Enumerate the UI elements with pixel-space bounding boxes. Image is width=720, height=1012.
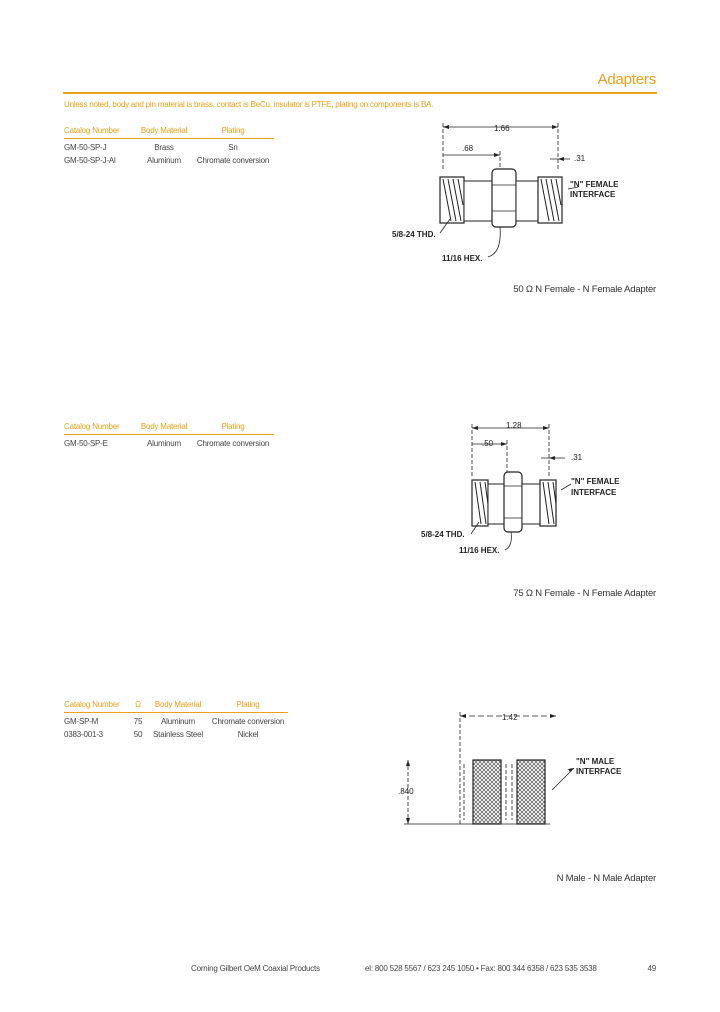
dim-left-label: .68 [462, 144, 474, 153]
col-catalog-number: Catalog Number [64, 422, 136, 435]
catalog-number: 0383-001-3 [64, 730, 103, 739]
col-plating: Plating [192, 126, 274, 139]
table-row [64, 713, 288, 727]
spec-table-2 [64, 422, 274, 448]
body-material: Aluminum [161, 717, 195, 726]
thread-label: 5/8-24 THD. [421, 530, 465, 539]
body-material: Aluminum [147, 439, 181, 448]
interface-label-2: INTERFACE [571, 488, 617, 497]
col-body-material: Body Material [148, 700, 208, 713]
dim-right-label: .31 [574, 154, 586, 163]
impedance: 75 [133, 717, 143, 726]
body-material: Aluminum [147, 156, 181, 165]
dim-left-label: .50 [482, 439, 494, 448]
catalog-number: GM-SP-M [64, 717, 99, 726]
header-rule [63, 92, 657, 94]
dim-total-label: 1.66 [494, 124, 510, 133]
interface-label-1: "N" FEMALE [570, 180, 619, 189]
dim-total-label: 1.42 [502, 713, 518, 722]
table-header-row [64, 422, 274, 435]
col-impedance: Ω [128, 700, 148, 713]
table-row [64, 139, 274, 153]
spec-table-1 [64, 126, 274, 165]
col-plating: Plating [192, 422, 274, 435]
table-row [64, 152, 274, 165]
interface-label-1: "N" MALE [576, 757, 615, 766]
plating: Chromate conversion [196, 156, 270, 165]
body-material: Brass [154, 143, 174, 152]
interface-label-2: INTERFACE [576, 767, 622, 776]
body-material: Stainless Steel [153, 730, 203, 739]
adapter-diagram-1 [380, 115, 660, 275]
material-note: Unless noted, body and pin material is brass, contact is BeCu, insulator is PTFE, plating on components is BA. [64, 100, 434, 109]
footer-company: Corning Gilbert OeM Coaxial Products [191, 964, 320, 973]
adapter-diagram-3 [390, 708, 660, 838]
table-row [64, 726, 288, 739]
col-body-material: Body Material [136, 126, 192, 139]
page-title: Adapters [597, 71, 656, 88]
plating: Nickel [237, 730, 259, 739]
dim-right-label: .31 [571, 453, 583, 462]
catalog-number: GM-50-SP-E [64, 439, 108, 448]
table-header-row [64, 700, 288, 713]
footer-contact: el: 800 528 5567 / 623 245 1050 • Fax: 800 344 6358 / 623 535 3538 [365, 964, 597, 973]
hex-label: 11/16 HEX. [442, 254, 483, 263]
page-number: 49 [647, 964, 656, 973]
adapter-diagram-2 [415, 418, 660, 568]
impedance: 50 [133, 730, 143, 739]
dim-dia-label: .840 [398, 787, 414, 796]
plating: Chromate conversion [196, 439, 270, 448]
diagram-1-caption: 50 Ω N Female - N Female Adapter [513, 284, 656, 295]
col-body-material: Body Material [136, 422, 192, 435]
table-row [64, 435, 274, 449]
catalog-number: GM-50-SP-J [64, 143, 107, 152]
col-catalog-number: Catalog Number [64, 126, 136, 139]
plating: Chromate conversion [211, 717, 285, 726]
diagram-3-caption: N Male - N Male Adapter [556, 873, 656, 884]
catalog-number: GM-50-SP-J-Al [64, 156, 116, 165]
dim-total-label: 1.28 [506, 421, 522, 430]
interface-label-2: INTERFACE [570, 190, 616, 199]
diagram-2-caption: 75 Ω N Female - N Female Adapter [513, 588, 656, 599]
table-header-row [64, 126, 274, 139]
thread-label: 5/8-24 THD. [392, 230, 436, 239]
col-plating: Plating [208, 700, 288, 713]
spec-table-3 [64, 700, 288, 739]
hex-label: 11/16 HEX. [459, 546, 500, 555]
col-catalog-number: Catalog Number [64, 700, 128, 713]
interface-label-1: "N" FEMALE [571, 477, 620, 486]
plating: Sn [228, 143, 238, 152]
